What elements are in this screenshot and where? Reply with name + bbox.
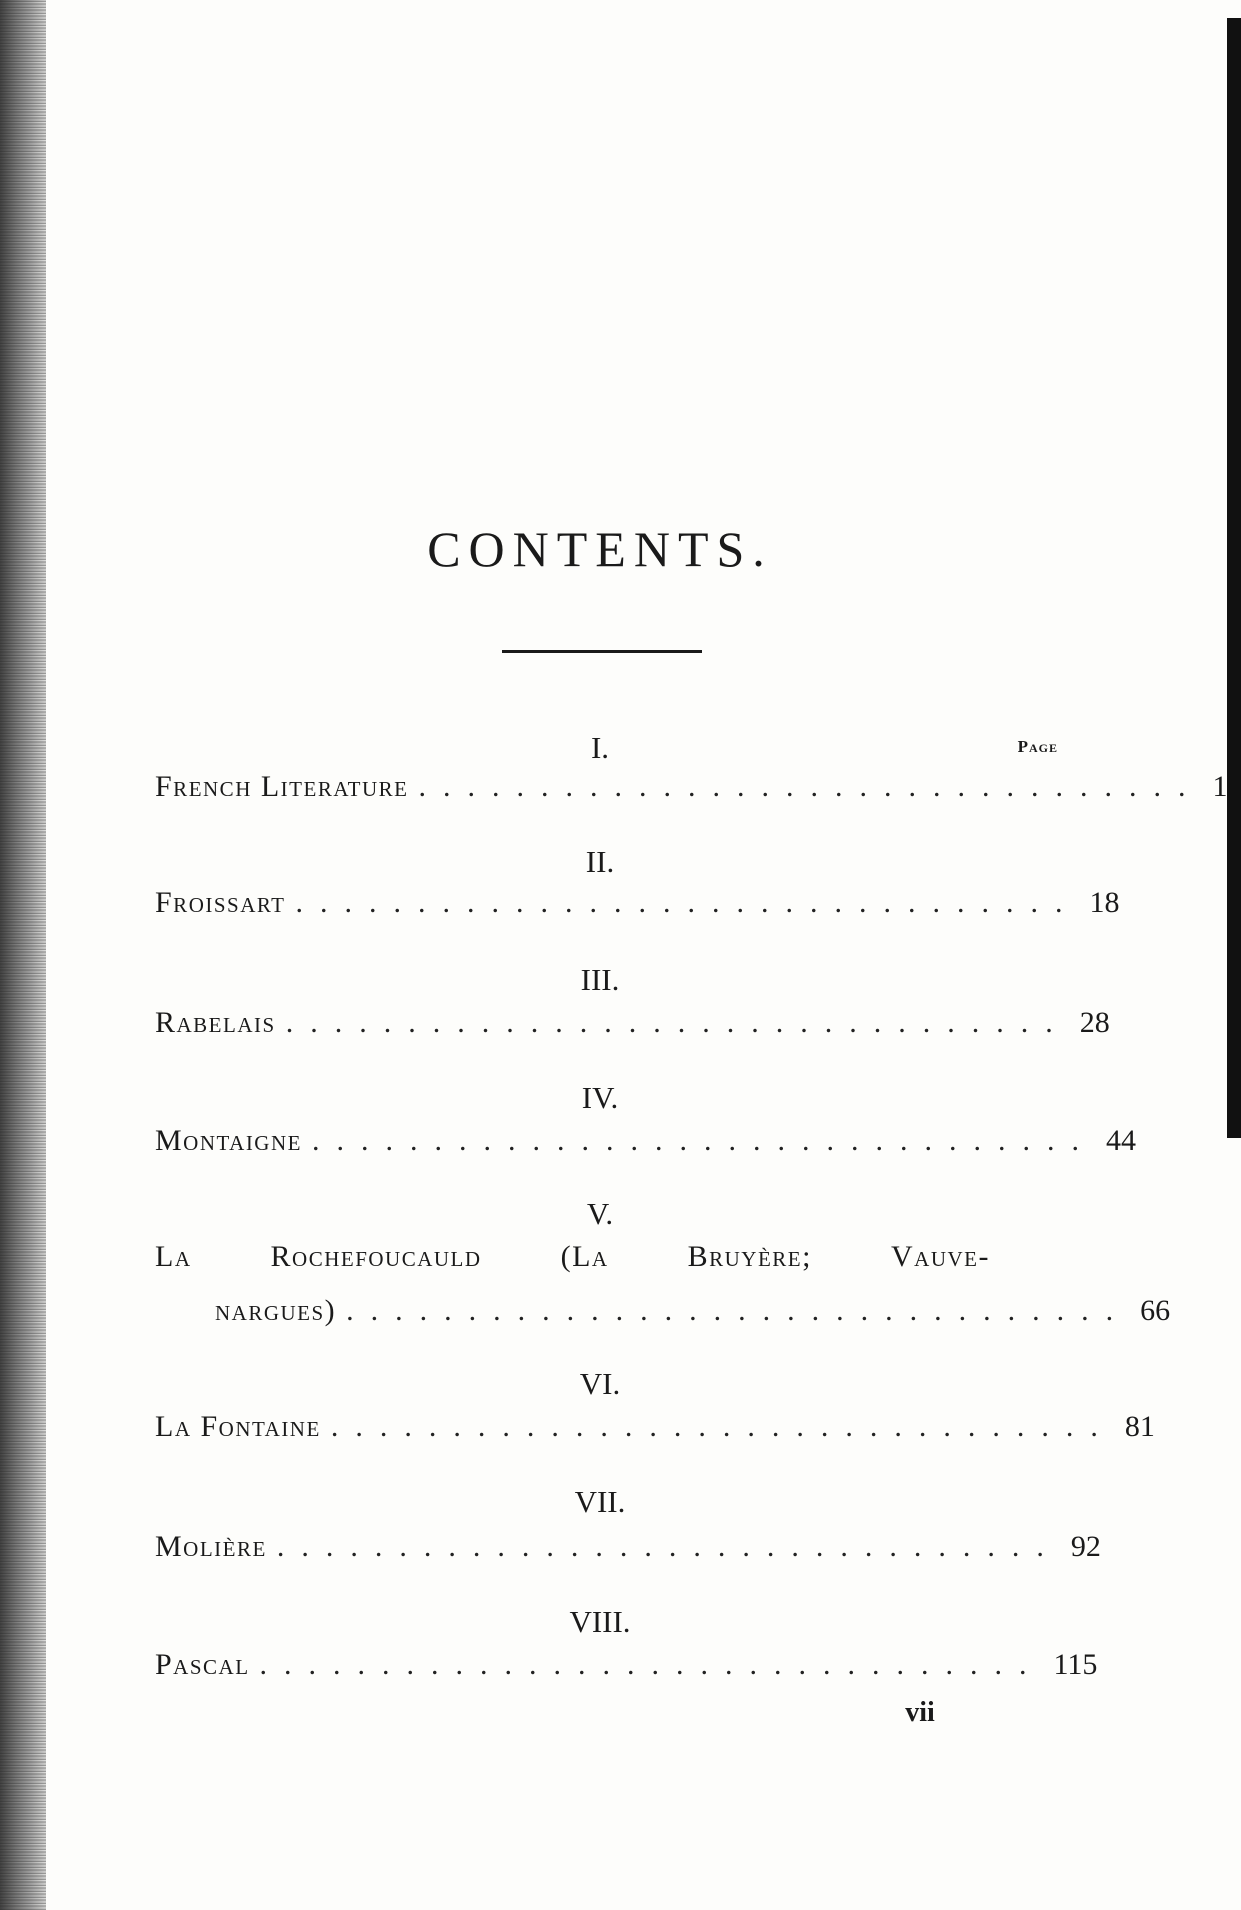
toc-entry-title: Molière [155, 1530, 267, 1563]
dot-leader: ................................ [418, 770, 1203, 803]
toc-entry-title: Montaigne [155, 1124, 302, 1157]
toc-entry[interactable] [215, 1294, 1171, 1334]
toc-entry-title-line2: nargues) [215, 1294, 337, 1327]
toc-entry-page: 66 [1140, 1294, 1171, 1327]
page-column-header: Page [1017, 737, 1058, 756]
toc-entry-page: 18 [1089, 886, 1120, 919]
toc-entry[interactable] [155, 1530, 1101, 1570]
toc-entry-title: Froissart [155, 886, 286, 919]
title-word: Bruyère; [687, 1240, 812, 1273]
toc-entry-page: 44 [1105, 1124, 1136, 1157]
dot-leader: ................................ [276, 1530, 1061, 1563]
dot-leader: ................................ [259, 1648, 1044, 1681]
toc-entry-page: 115 [1053, 1648, 1098, 1681]
section-numeral: V. [586, 1196, 614, 1231]
toc-entry-page: 81 [1124, 1410, 1155, 1443]
section-numeral: VI. [579, 1366, 621, 1401]
section-numeral: II. [585, 844, 615, 879]
dot-leader: ................................ [295, 886, 1080, 919]
toc-entry-title: French Literature [155, 770, 409, 803]
page-title: CONTENTS. [427, 521, 773, 577]
dot-leader: ................................ [330, 1410, 1115, 1443]
title-word: Rochefoucauld [270, 1240, 482, 1273]
section-numeral: VII. [574, 1484, 626, 1519]
toc-entry[interactable] [155, 1648, 1098, 1688]
section-numeral: III. [580, 962, 620, 997]
dot-leader: ................................ [346, 1294, 1131, 1327]
title-word: (La [560, 1240, 609, 1273]
title-rule [502, 650, 702, 653]
toc-entry[interactable] [155, 1124, 1136, 1164]
toc-entry-page: 28 [1079, 1006, 1110, 1039]
toc-entry-page: 1 [1212, 770, 1228, 803]
toc-entry-title: Rabelais [155, 1006, 276, 1039]
section-numeral: VIII. [569, 1604, 631, 1639]
section-numeral: IV. [581, 1080, 619, 1115]
toc-entry-page: 92 [1070, 1530, 1101, 1563]
scanned-page-edge-right [1227, 18, 1241, 1138]
dot-leader: ................................ [311, 1124, 1096, 1157]
toc-entry[interactable] [155, 1410, 1155, 1450]
toc-entry-title: La Fontaine [155, 1410, 321, 1443]
title-word: Vauve- [891, 1240, 990, 1273]
dot-leader: ................................ [285, 1006, 1070, 1039]
title-word: La [155, 1240, 192, 1273]
scanned-page-edge-left [0, 0, 46, 1910]
toc-entry[interactable] [155, 886, 1120, 926]
toc-entry-title-line1[interactable] [155, 1240, 990, 1274]
toc-entry[interactable] [155, 1006, 1110, 1046]
section-numeral: I. [590, 730, 610, 765]
toc-entry[interactable] [155, 770, 1228, 810]
toc-entry-title: Pascal [155, 1648, 250, 1681]
page-folio: vii [905, 1697, 935, 1728]
